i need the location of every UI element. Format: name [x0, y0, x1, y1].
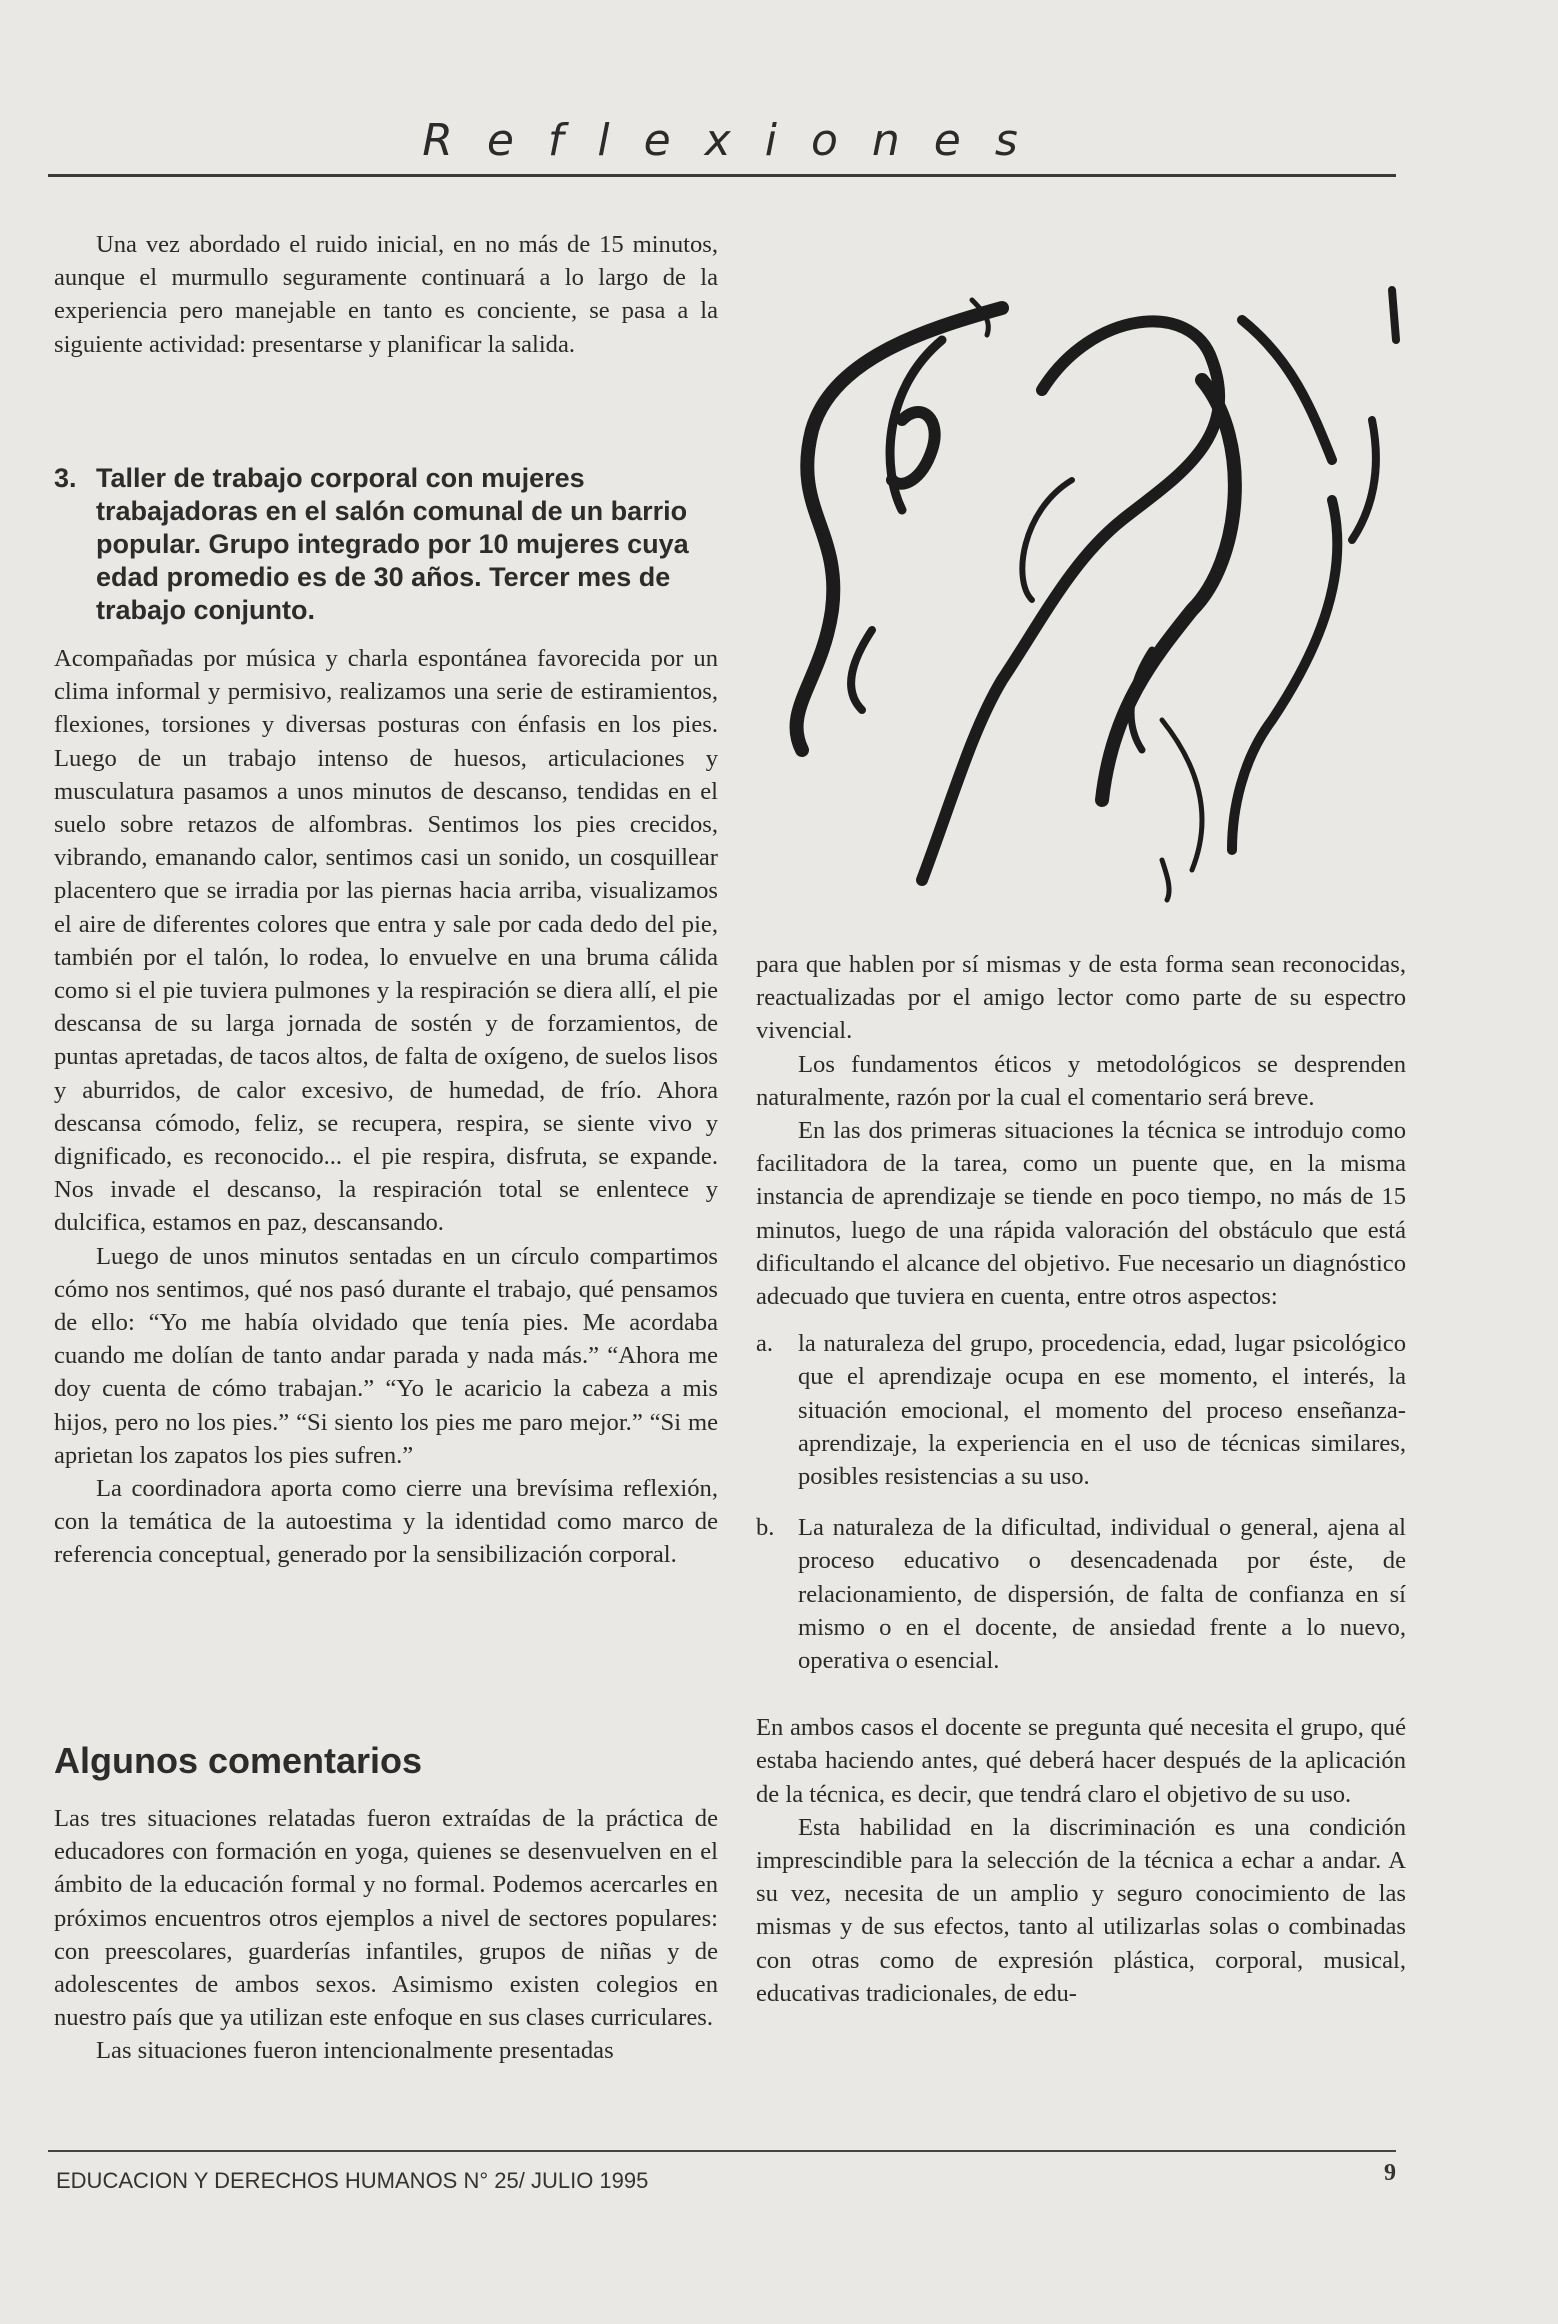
- list-marker: a.: [756, 1330, 774, 1358]
- body-paragraph: En ambos casos el docente se pregunta qué necesita el grupo, qué estaba haciendo antes, qué deberá hacer después de la aplicación de la técnica, es decir, que tendrá claro el objetivo de su uso.: [756, 1714, 1406, 1808]
- header-rule: [48, 174, 1396, 177]
- list-item: [756, 1511, 1406, 1677]
- body-paragraph: Los fundamentos éticos y metodológicos se desprenden naturalmente, razón por la cual el comentario será breve.: [756, 1050, 1406, 1111]
- section-3-heading: [54, 462, 718, 627]
- right-body: [756, 948, 1406, 2010]
- intro-paragraph: Una vez abordado el ruido inicial, en no más de 15 minutos, aunque el murmullo seguramente continuará a lo largo de la experiencia pero manejable en tanto es conciente, se pasa a la siguiente actividad: presentarse y planificar la salida.: [54, 231, 718, 358]
- section-title: Taller de trabajo corporal con mujeres trabajadoras en el salón comunal de un barrio popular. Grupo integrado por 10 mujeres cuya edad promedio es de 30 años. Tercer mes de trabajo conjunto.: [96, 463, 689, 625]
- body-paragraph: En las dos primeras situaciones la técnica se introdujo como facilitadora de la tarea, como un puente que, en la misma instancia de aprendizaje se tiende en poco tiempo, no más de 15 minutos, luego de una rápida valoración del obstáculo que está dificultando el alcance del objetivo. Fue necesario un diagnóstico adecuado que tuviera en cuenta, entre otros aspectos:: [756, 1117, 1406, 1311]
- body-paragraph: Luego de unos minutos sentadas en un círculo compartimos cómo nos sentimos, qué nos pasó durante el trabajo, qué pensamos de ello: “Yo me había olvidado que tenía pies. Me acordaba cuando me dolían de tanto andar parada y nada más.” “Ahora me doy cuenta de cómo trabajan.” “Yo le acaricio la cabeza a mis hijos, pero no los pies.” “Si siento los pies me paro mejor.” “Si me aprietan los zapatos los pies sufren.”: [54, 1242, 718, 1469]
- list-text: La naturaleza de la dificultad, individual o general, ajena al proceso educativo o desencadenada por éste, de relacionamiento, de dispersión, de falta de confianza en sí mismo o en el docente, de ansiedad frente a lo nuevo, operativa o esencial.: [798, 1514, 1406, 1675]
- footer-rule: [48, 2150, 1396, 2152]
- header-title: Reflexiones: [422, 115, 1052, 166]
- subheading: Algunos comentarios: [54, 1740, 423, 1781]
- body-figure-illustration: [772, 280, 1412, 920]
- left-body: [54, 642, 718, 1572]
- body-paragraph: Acompañadas por música y charla espontánea favorecida por un clima informal y permisivo, realizamos una serie de estiramientos, flexiones, torsiones y diversas posturas con énfasis en los pies. Luego de un trabajo intenso de huesos, articulaciones y musculatura pasamos a unos minutos de descanso, tendidas en el suelo sobre retazos de alfombras. Sentimos los pies crecidos, vibrando, emanando calor, sentimos casi un sonido, un cosquillear placentero que se irradia por las piernas hacia arriba, visualizamos el aire de diferentes colores que entra y sale por cada dedo del pie, también por el talón, lo rodea, lo envuelve en una bruma cálida como si el pie tuviera pulmones y la respiración se diera allí, el pie descansa de su larga jornada de sostén y de forzamientos, de puntas apretadas, de tacos altos, de falta de oxígeno, de suelos lisos y aburridos, de calor excesivo, de humedad, de frío. Ahora descansa cómodo, feliz, se recupera, respira, se siente vivo y dignificado, es reconocido... el pie respira, disfruta, se expande. Nos invade el descanso, la respiración total se enlentece y dulcifica, estamos en paz, descansando.: [54, 645, 718, 1237]
- running-header: [48, 108, 1396, 174]
- body-paragraph: La coordinadora aporta como cierre una brevísima reflexión, con la temática de la autoestima y la identidad como marco de referencia conceptual, generado por la sensibilización corporal.: [54, 1475, 718, 1569]
- body-paragraph: Esta habilidad en la discriminación es una condición imprescindible para la selección de la técnica a echar a andar. A su vez, necesita de un amplio y seguro conocimiento de las mismas y de sus efectos, tanto al utilizarlas solas o combinadas con otras como de expresión plástica, corporal, musical, educativas tradicionales, de edu-: [756, 1813, 1406, 2007]
- body-paragraph: Las tres situaciones relatadas fueron extraídas de la práctica de educadores con formación en yoga, quienes se desenvuelven en el ámbito de la educación formal y no formal. Podemos acercarles en próximos encuentros otros ejemplos a nivel de sectores populares: con preescolares, guarderías infantiles, grupos de niñas y de adolescentes de ambos sexos. Asimismo existen colegios en nuestro país que ya utilizan este enfoque en sus clases curriculares.: [54, 1805, 718, 2032]
- publication-footer: EDUCACION Y DERECHOS HUMANOS N° 25/ JULIO 1995: [56, 2168, 649, 2193]
- page-number: 9: [1384, 2160, 1396, 2186]
- list-marker: b.: [756, 1514, 775, 1542]
- left-body-2: [54, 1802, 718, 2068]
- list-text: la naturaleza del grupo, procedencia, edad, lugar psicológico que el aprendizaje ocupa en ese momento, el interés, la situación emocional, el momento del proceso enseñanza-aprendizaje, la experiencia en el uso de técnicas similares, posibles resistencias a su uso.: [798, 1330, 1406, 1491]
- section-number: 3.: [54, 463, 77, 493]
- list-item: [756, 1327, 1406, 1493]
- body-paragraph: Las situaciones fueron intencionalmente presentadas: [96, 2037, 614, 2065]
- body-paragraph: para que hablen por sí mismas y de esta forma sean reconocidas, reactualizadas por el amigo lector como parte de su espectro vivencial.: [756, 951, 1406, 1045]
